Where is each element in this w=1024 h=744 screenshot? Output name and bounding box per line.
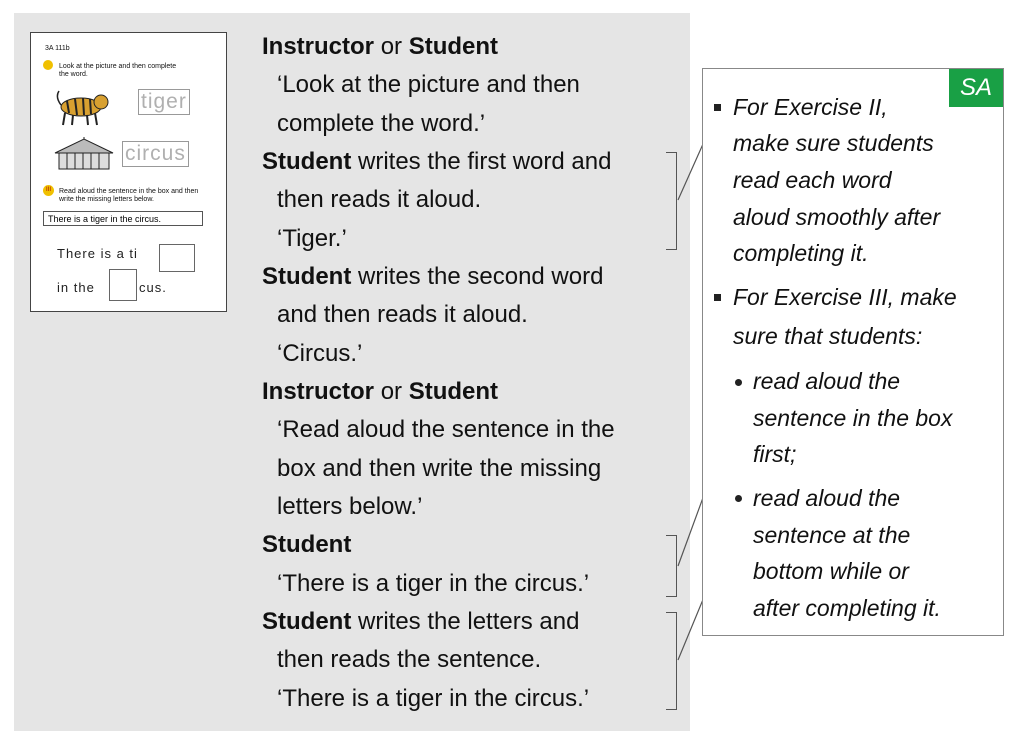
role-instructor: Instructor xyxy=(262,378,375,405)
quote-line: ‘There is a tiger in the circus.’ xyxy=(277,685,590,712)
note-exercise-2-line-3: read each word xyxy=(733,167,892,193)
bullet-square-icon xyxy=(714,104,721,111)
sentence-box: There is a tiger in the circus. xyxy=(43,211,203,226)
role-student: Student xyxy=(262,263,352,290)
note-sub-1-line-1: read aloud the xyxy=(753,368,901,394)
quote-line: ‘Circus.’ xyxy=(277,340,363,367)
or-word: or xyxy=(380,378,403,405)
note-sub-2-line-3: bottom while or xyxy=(753,558,909,584)
quote-line: ‘Read aloud the sentence in the xyxy=(277,416,615,443)
note-exercise-2-line-2: make sure students xyxy=(733,130,934,156)
note-exercise-3-line-1: For Exercise III, make xyxy=(733,284,957,310)
quote-line: ‘Tiger.’ xyxy=(277,225,347,252)
bottom-sentence-line-2-end: cus. xyxy=(139,280,167,295)
action-text: writes the second word xyxy=(358,263,604,290)
action-line: and then reads it aloud. xyxy=(277,301,528,328)
exercise-3-marker: III xyxy=(43,185,54,196)
role-student: Student xyxy=(262,531,352,558)
role-student: Student xyxy=(262,608,352,635)
bottom-sentence-line-2-start: in the xyxy=(57,280,95,295)
note-sub-1-line-3: first; xyxy=(753,441,797,467)
exercise-2-instruction-line-1: Look at the picture and then complete xyxy=(59,63,177,70)
action-text: writes the letters and xyxy=(358,608,580,635)
quote-line: complete the word.’ xyxy=(277,110,486,137)
quote-line: box and then write the missing xyxy=(277,455,602,482)
action-line: then reads it aloud. xyxy=(277,186,482,213)
role-student: Student xyxy=(262,148,352,175)
bullet-dot-icon xyxy=(735,379,742,386)
note-sub-2-line-1: read aloud the xyxy=(753,485,901,511)
circus-trace-word: circus xyxy=(122,141,189,167)
exercise-3-instruction-line-2: write the missing letters below. xyxy=(59,196,154,203)
note-exercise-2-line-1: For Exercise II, xyxy=(733,94,888,120)
bottom-sentence-line-1: There is a ti xyxy=(57,246,138,261)
note-exercise-2-line-5: completing it. xyxy=(733,240,869,266)
exercise-2-instruction-line-2: the word. xyxy=(59,71,88,78)
quote-line: letters below.’ xyxy=(277,493,423,520)
note-sub-2-line-4: after completing it. xyxy=(753,595,941,621)
tiger-trace-word: tiger xyxy=(138,89,190,115)
role-student: Student xyxy=(408,33,499,60)
note-sub-1-line-2: sentence in the box xyxy=(753,405,953,431)
note-sub-2-line-2: sentence at the xyxy=(753,522,911,548)
worksheet-code: 3A 111b xyxy=(45,45,70,52)
bullet-square-icon xyxy=(714,294,721,301)
exercise-3-instruction-line-1: Read aloud the sentence in the box and then xyxy=(59,188,199,195)
sa-badge: SA xyxy=(949,69,1003,107)
quote-line: ‘Look at the picture and then xyxy=(277,71,580,98)
or-word: or xyxy=(380,33,403,60)
bullet-dot-icon xyxy=(735,495,742,502)
role-instructor: Instructor xyxy=(262,33,375,60)
note-exercise-3-line-2: sure that students: xyxy=(733,323,923,349)
quote-line: ‘There is a tiger in the circus.’ xyxy=(277,570,590,597)
action-line: then reads the sentence. xyxy=(277,646,542,673)
role-student: Student xyxy=(408,378,499,405)
note-exercise-2-line-4: aloud smoothly after xyxy=(733,204,941,230)
action-text: writes the first word and xyxy=(358,148,612,175)
